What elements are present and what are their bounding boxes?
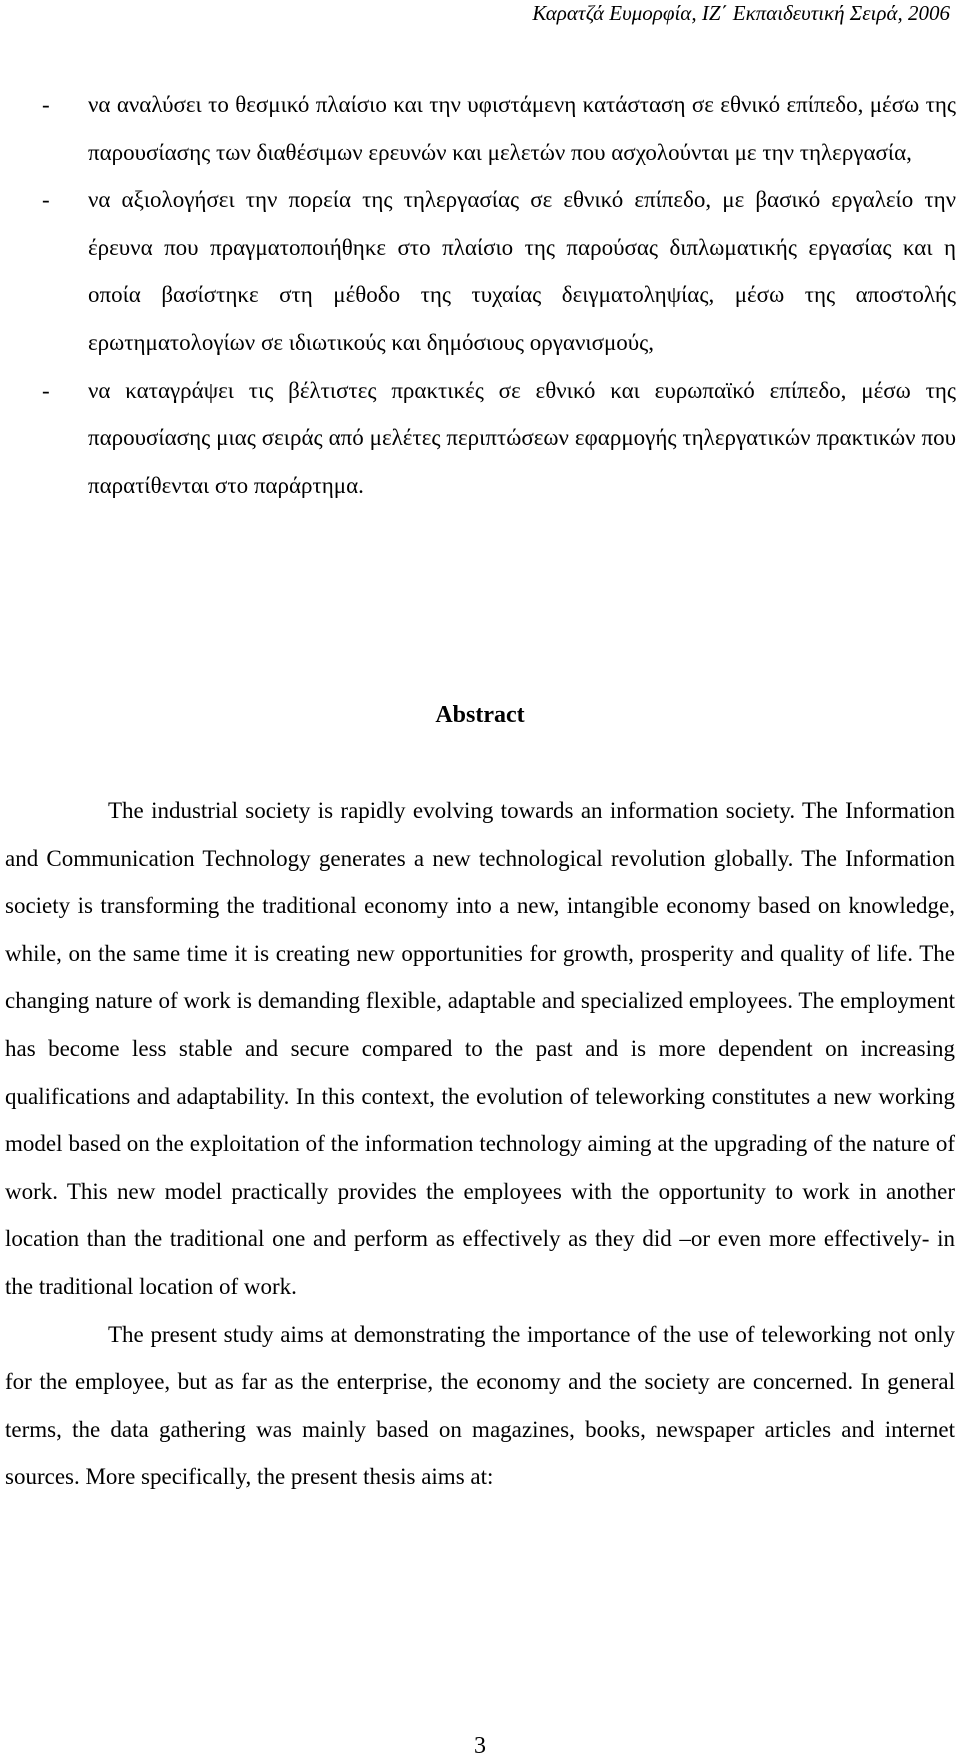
bullet-dash: -	[42, 92, 50, 117]
list-item-text: να αξιολογήσει την πορεία της τηλεργασίας σε εθνικό επίπεδο, με βασικό εργαλείο την έρευνα που πραγματοποιήθηκε στο πλαίσιο της παρούσας διπλωματικής εργασίας και η οποία βασίστηκε στη μέθοδο της τυχαίας δειγματοληψίας, μέσω της αποστολής ερωτηματολογίων σε ιδιωτικούς και δημόσιους οργανισμούς,	[88, 187, 956, 355]
list-item-text: να καταγράψει τις βέλτιστες πρακτικές σε εθνικό και ευρωπαϊκό επίπεδο, μέσω της παρουσίασης μιας σειράς από μελέτες περιπτώσεων εφαρμογής τηλεργατικών πρακτικών που παρατίθενται στο παράρτημα.	[88, 377, 956, 498]
abstract-body	[5, 787, 955, 1501]
bullet-dash: -	[42, 377, 50, 403]
objectives-list	[0, 81, 956, 509]
running-header: Καρατζά Ευμορφία, ΙΖ΄ Εκπαιδευτική Σειρά, 2006	[532, 1, 950, 25]
list-item-text: να αναλύσει το θεσμικό πλαίσιο και την υφιστάμενη κατάσταση σε εθνικό επίπεδο, μέσω της παρουσίασης των διαθέσιμων ερευνών και μελετών που ασχολούνται με την τηλεργασία,	[88, 92, 956, 165]
bullet-dash: -	[42, 187, 50, 213]
list-item	[0, 81, 956, 176]
list-item	[0, 176, 956, 366]
abstract-paragraph: The industrial society is rapidly evolving towards an information society. The Information and Communication Technology generates a new technological revolution globally. The Information society is transforming the traditional economy into a new, intangible economy based on knowledge, while, on the same time it is creating new opportunities for growth, prosperity and quality of life. The changing nature of work is demanding flexible, adaptable and specialized employees. The employment has become less stable and secure compared to the past and is more dependent on increasing qualifications and adaptability. In this context, the evolution of teleworking constitutes a new working model based on the exploitation of the information technology aiming at the upgrading of the nature of work. This new model practically provides the employees with the opportunity to work in another location than the traditional one and perform as effectively as they did –or even more effectively- in the traditional location of work.	[5, 798, 955, 1299]
abstract-heading: Abstract	[435, 702, 525, 728]
page-number: 3	[474, 1733, 486, 1759]
abstract-paragraph: The present study aims at demonstrating the importance of the use of teleworking not only for the employee, but as far as the enterprise, the economy and the society are concerned. In general terms, the data gathering was mainly based on magazines, books, newspaper articles and internet sources. More specifically, the present thesis aims at:	[5, 1321, 955, 1490]
list-item	[0, 367, 956, 510]
